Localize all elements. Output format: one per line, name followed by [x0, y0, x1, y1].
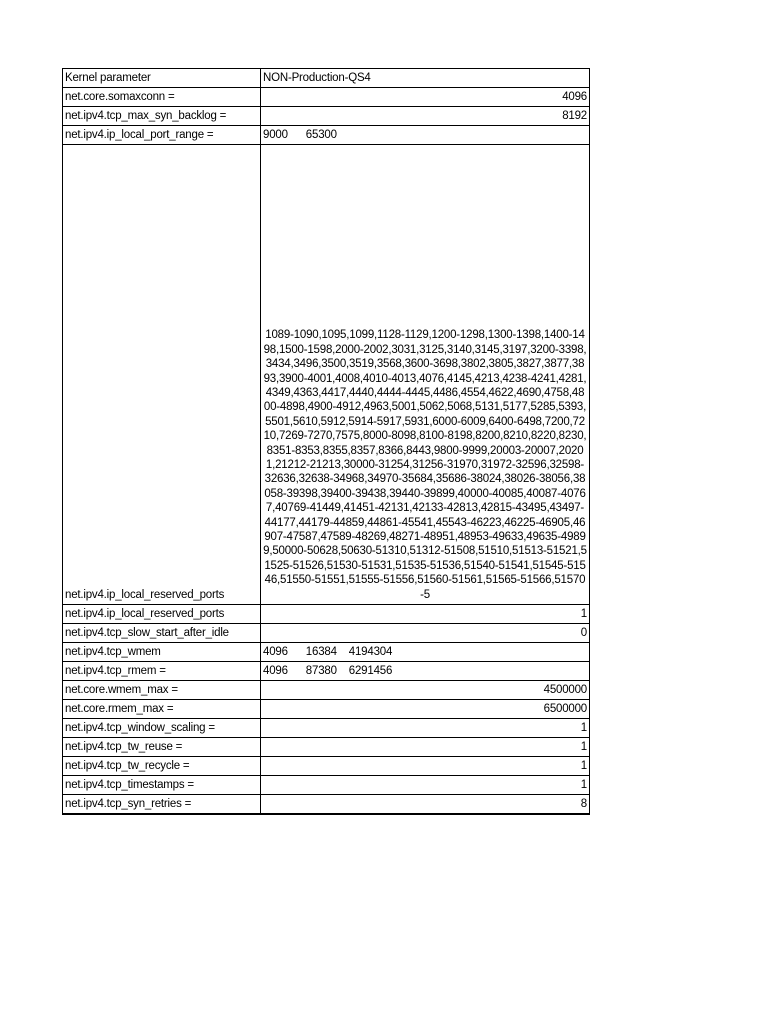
table-row — [63, 145, 590, 605]
value-part: 9000 — [263, 129, 288, 141]
table-row — [63, 700, 590, 719]
value-part: 4096 — [263, 665, 288, 677]
table-row — [63, 643, 590, 662]
value-cell: 6500000 — [261, 700, 590, 719]
param-cell: net.ipv4.tcp_rmem = — [63, 662, 261, 681]
table-row — [63, 738, 590, 757]
value-part: 4096 — [263, 646, 288, 658]
table-row — [63, 126, 590, 145]
value-cell: 8192 — [261, 107, 590, 126]
value-cell — [261, 662, 590, 681]
value-cell: 1 — [261, 738, 590, 757]
param-cell: net.ipv4.ip_local_reserved_ports — [63, 145, 261, 605]
param-cell: net.ipv4.tcp_window_scaling = — [63, 719, 261, 738]
param-cell: net.ipv4.tcp_max_syn_backlog = — [63, 107, 261, 126]
value-cell: 8 — [261, 795, 590, 815]
table-header-row — [63, 69, 590, 88]
value-cell: 0 — [261, 624, 590, 643]
param-cell: net.ipv4.ip_local_port_range = — [63, 126, 261, 145]
param-cell: net.ipv4.tcp_tw_reuse = — [63, 738, 261, 757]
table-row — [63, 107, 590, 126]
value-cell: 1 — [261, 757, 590, 776]
param-cell: net.ipv4.tcp_wmem — [63, 643, 261, 662]
param-cell: net.ipv4.tcp_timestamps = — [63, 776, 261, 795]
param-cell: net.ipv4.tcp_tw_recycle = — [63, 757, 261, 776]
value-cell: 4096 — [261, 88, 590, 107]
value-cell: 4500000 — [261, 681, 590, 700]
value-cell: 1 — [261, 719, 590, 738]
header-param-cell: Kernel parameter — [63, 69, 261, 88]
table-row — [63, 795, 590, 815]
param-cell: net.ipv4.tcp_syn_retries = — [63, 795, 261, 815]
table-row — [63, 88, 590, 107]
param-cell: net.ipv4.ip_local_reserved_ports — [63, 605, 261, 624]
value-cell — [261, 643, 590, 662]
table-row — [63, 719, 590, 738]
value-cell: 1 — [261, 605, 590, 624]
value-cell — [261, 126, 590, 145]
value-cell: 1 — [261, 776, 590, 795]
table-row — [63, 605, 590, 624]
value-part: 4194304 — [348, 646, 393, 658]
header-value-cell: NON-Production-QS4 — [261, 69, 590, 88]
param-cell: net.core.wmem_max = — [63, 681, 261, 700]
value-part: 65300 — [305, 129, 337, 141]
param-cell: net.core.rmem_max = — [63, 700, 261, 719]
table-row — [63, 757, 590, 776]
table-row — [63, 662, 590, 681]
table-row — [63, 624, 590, 643]
value-part: 16384 — [305, 646, 337, 658]
table-row — [63, 776, 590, 795]
param-cell: net.core.somaxconn = — [63, 88, 261, 107]
table-row — [63, 681, 590, 700]
value-part: 6291456 — [348, 665, 393, 677]
reserved-ports-value-cell: 1089-1090,1095,1099,1128-1129,1200-1298,1300-1398,1400-1498,1500-1598,2000-2002,3031,3125,3140,3145,3197,3200-3398,3434,3496,3500,3519,3568,3600-3698,3802,3805,3827,3877,3893,3900-4001,4008,4010-4013,4076,4145,4213,4238-4241,4281,4349,4363,4417,4440,4444-4445,4486,4554,4622,4690,4758,4800-4898,4900-4912,4963,5001,5062,5068,5131,5177,5285,5393,5501,5610,5912,5914-5917,5931,6000-6009,6400-6498,7200,7210,7269-7270,7575,8000-8098,8100-8198,8200,8210,8220,8230,8351-8353,8355,8357,8366,8443,9800-9999,20003-20007,20201,21212-21213,30000-31254,31256-31970,31972-32596,32598-32636,32638-34968,34970-35684,35686-38024,38026-38056,38058-39398,39400-39438,39440-39899,40000-40085,40087-40767,40769-41449,41451-42131,42133-42813,42815-43495,43497-44177,44179-44859,44861-45541,45543-46223,46225-46905,46907-47587,47589-48269,48271-48951,48953-49633,49635-49899,50000-50628,50630-51310,51312-51508,51510,51513-51521,51525-51526,51530-51531,51535-51536,51540-51541,51545-51546,51550-51551,51555-51556,51560-51561,51565-51566,51570-5 — [261, 145, 590, 605]
param-cell: net.ipv4.tcp_slow_start_after_idle — [63, 624, 261, 643]
kernel-parameter-table — [62, 68, 590, 815]
value-part: 87380 — [305, 665, 337, 677]
